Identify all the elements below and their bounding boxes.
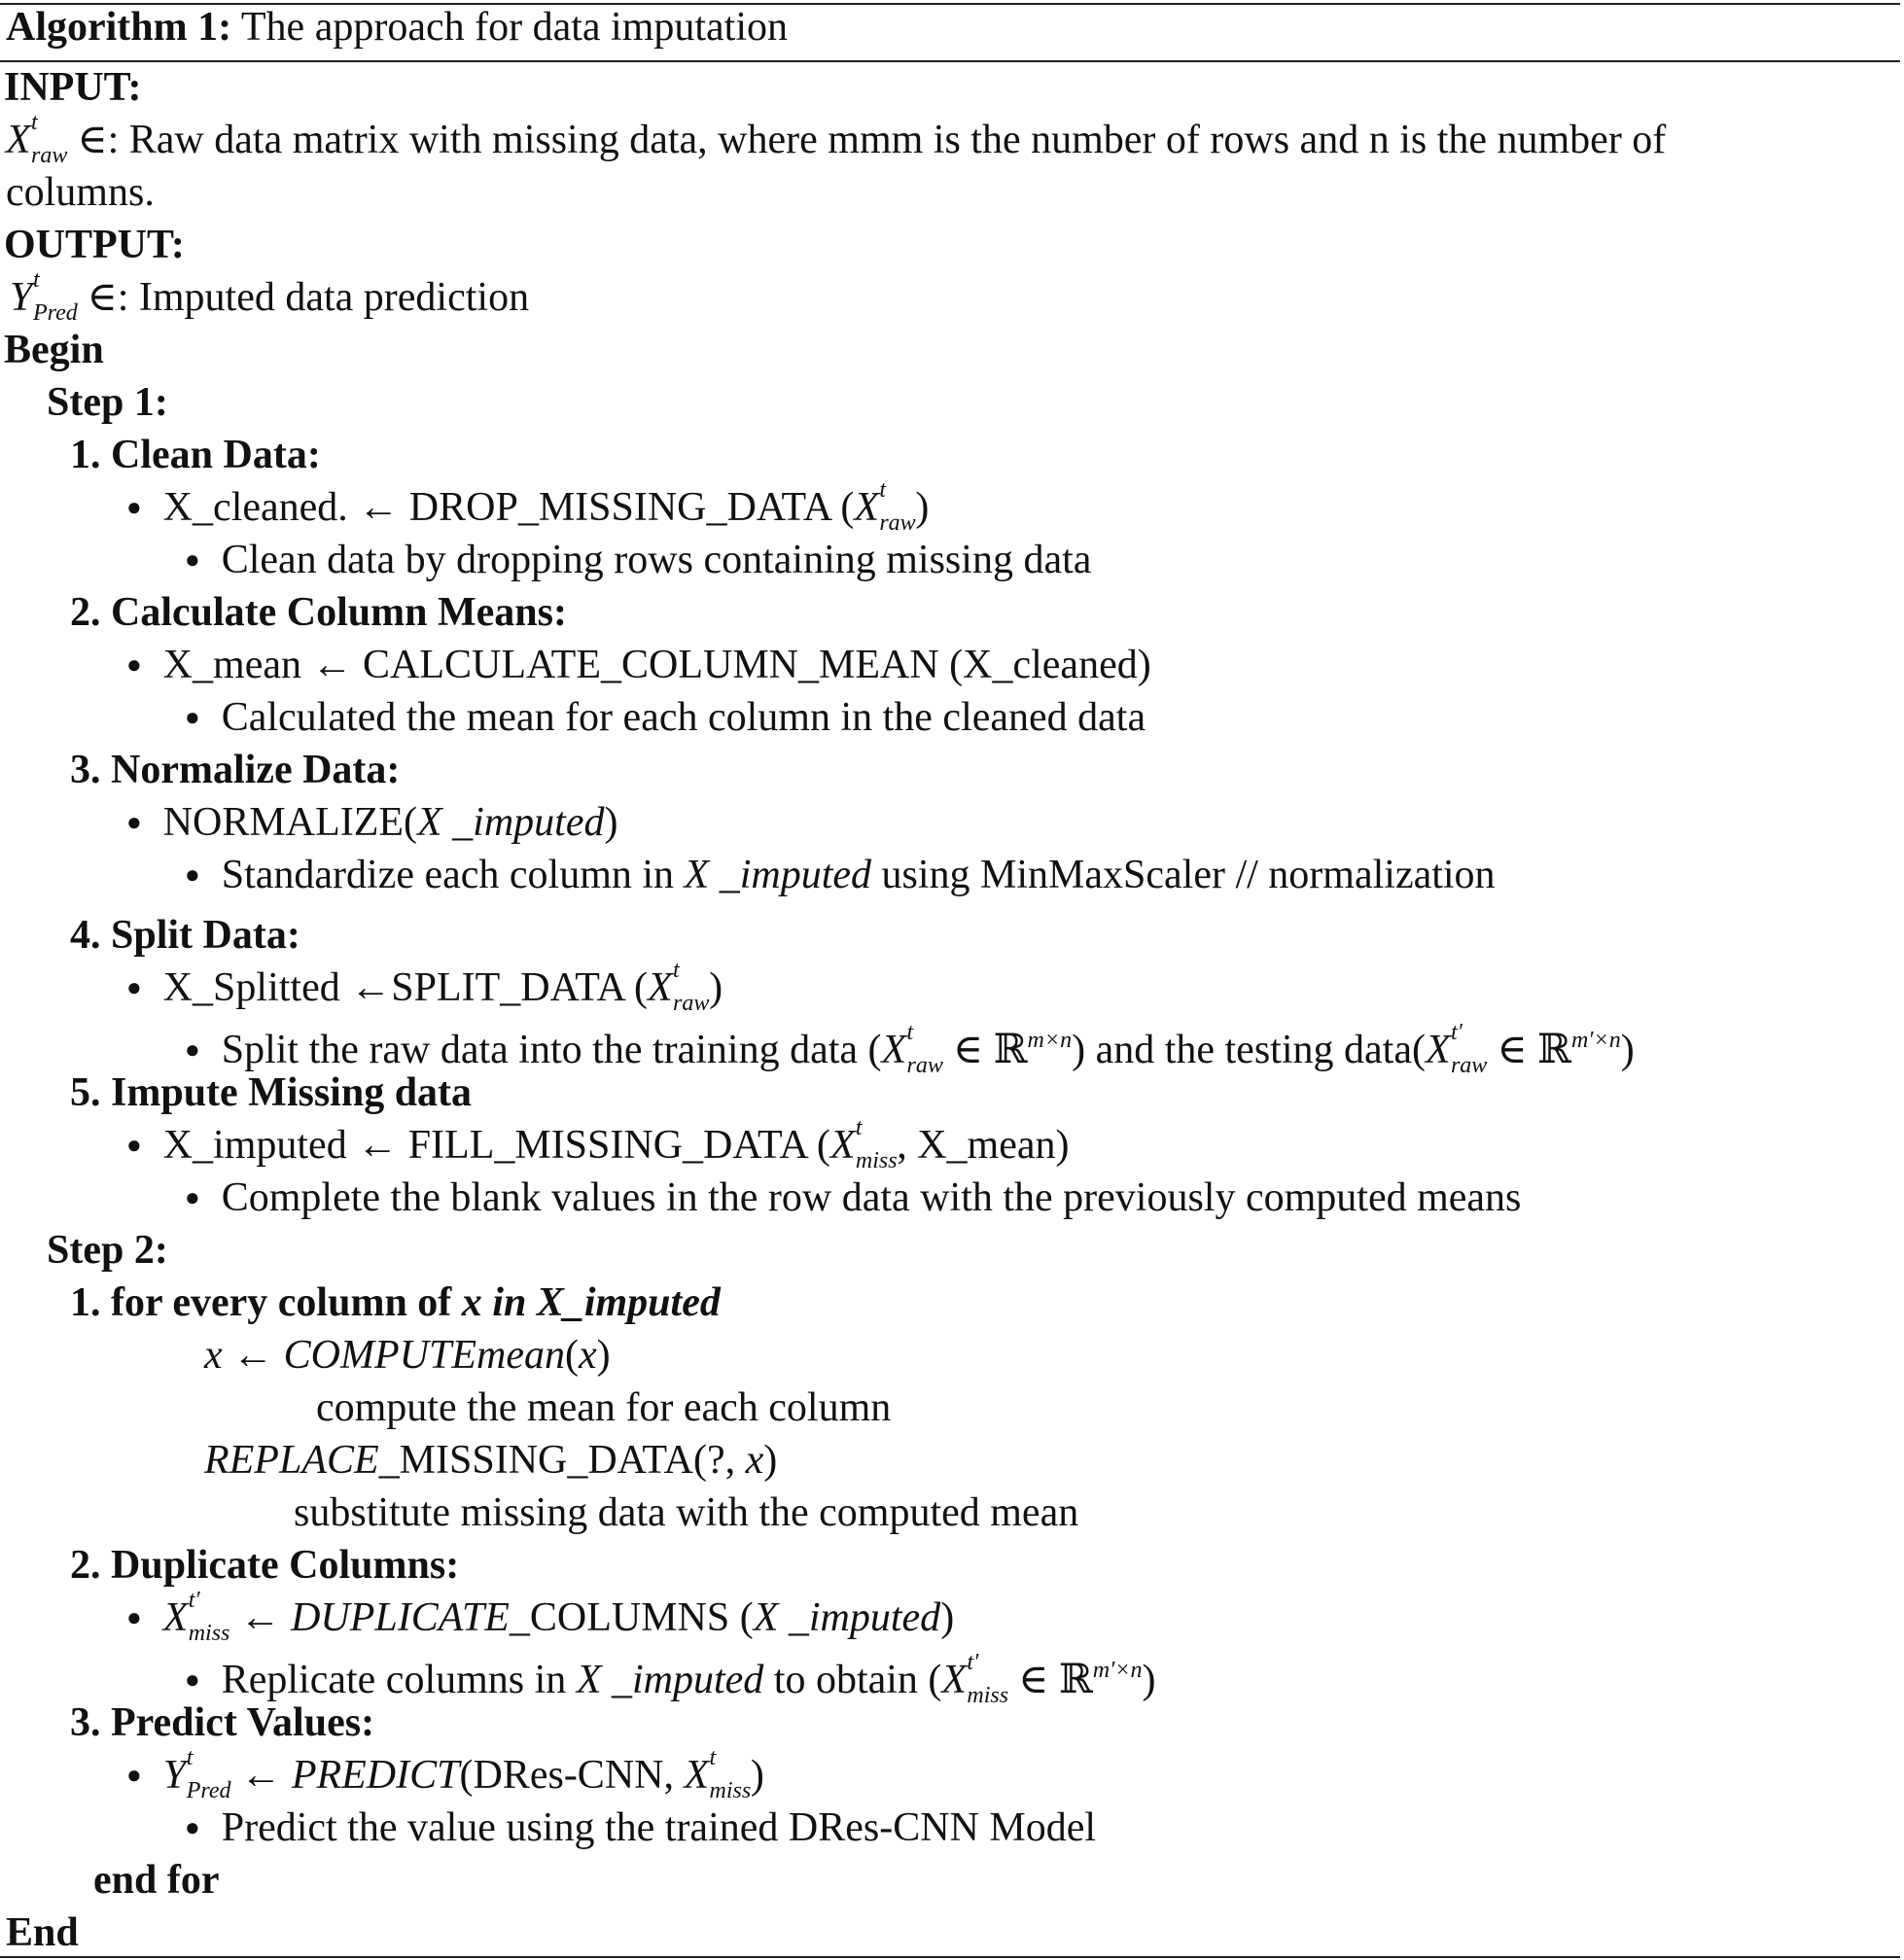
- bullet-icon: ●: [126, 808, 142, 836]
- bullet-icon: ●: [126, 1131, 142, 1159]
- algorithm-label: Algorithm 1:: [6, 5, 232, 50]
- step1-clean-op: ● X_cleaned. ← DROP_MISSING_DATA (X t raw ): [126, 477, 930, 536]
- test-symbol: X t′ raw: [1425, 1020, 1488, 1078]
- step1-means-title: 2. Calculate Column Means:: [70, 590, 567, 635]
- step2-compute-note: compute the mean for each column: [316, 1385, 892, 1430]
- bullet-icon: ●: [185, 1183, 200, 1211]
- step1-split-note: ● Split the raw data into the training data (X t raw ∈ ℝ$^{m\times n}$) and the testing data(X t′ raw ∈ ℝ$^{m'\times n}$): [185, 1020, 1635, 1078]
- output-line: Y t Pred ∈: Imputed data prediction: [10, 267, 530, 326]
- algorithm-title: The approach for data imputation: [240, 5, 789, 50]
- input-line-2: columns.: [6, 170, 155, 215]
- step1-impute-note: ● Complete the blank values in the row data with the previously computed means: [185, 1175, 1522, 1220]
- step1-means-op: ● X_mean ← CALCULATE_COLUMN_MEAN (X_cleaned): [126, 643, 1151, 687]
- bullet-icon: ●: [185, 860, 200, 889]
- step1-normalize-title: 3. Normalize Data:: [70, 748, 401, 792]
- input-symbol: X t raw: [6, 110, 68, 168]
- step2-replace-note: substitute missing data with the computed mean: [294, 1490, 1079, 1535]
- train-symbol: X t raw: [881, 1020, 943, 1078]
- pred-symbol: Y t Pred: [162, 1745, 231, 1803]
- miss-symbol: X t miss: [684, 1745, 752, 1803]
- begin-keyword: Begin: [4, 328, 104, 372]
- step1-means-note: ● Calculated the mean for each column in the cleaned data: [185, 695, 1146, 740]
- step2-duplicate-title: 2. Duplicate Columns:: [70, 1543, 460, 1588]
- bullet-icon: ●: [185, 545, 200, 574]
- step2-compute-line: x ← COMPUTEmean(x): [204, 1333, 611, 1378]
- bullet-icon: ●: [126, 493, 142, 521]
- step2-predict-note: ● Predict the value using the trained DRes-CNN Model: [185, 1805, 1097, 1850]
- miss-symbol: X t′ miss: [162, 1588, 230, 1646]
- bullet-icon: ●: [185, 1035, 200, 1064]
- end-keyword: End: [6, 1910, 79, 1955]
- step2-predict-title: 3. Predict Values:: [70, 1700, 375, 1745]
- step1-split-op: ● X_Splitted ←SPLIT_DATA (X t raw ): [126, 958, 723, 1016]
- caption-rule: [0, 60, 1900, 62]
- step2-replace-line: REPLACE_MISSING_DATA(?, x): [204, 1438, 778, 1483]
- step1-impute-op: ● X_imputed ← FILL_MISSING_DATA (X t miss , X_mean): [126, 1115, 1070, 1173]
- bullet-icon: ●: [185, 1665, 200, 1694]
- step1-impute-title: 5. Impute Missing data: [70, 1070, 473, 1115]
- bullet-icon: ●: [185, 1813, 200, 1841]
- output-symbol: Y t Pred: [10, 267, 78, 326]
- step2-loop-title: 1. for every column of x in X_imputed: [70, 1280, 721, 1325]
- bottom-rule: [0, 1956, 1900, 1958]
- arg-symbol: X t raw: [648, 958, 710, 1016]
- step2-predict-op: ● Y t Pred ← PREDICT(DRes-CNN, X t miss ): [126, 1745, 764, 1803]
- step1-clean-note: ● Clean data by dropping rows containing missing data: [185, 538, 1092, 582]
- input-line-1: X t raw ∈: Raw data matrix with missing data, where mmm is the number of rows and n is the number of: [6, 110, 1667, 168]
- bullet-icon: ●: [126, 973, 142, 1001]
- end-for-keyword: end for: [93, 1858, 220, 1903]
- bullet-icon: ●: [126, 1761, 142, 1789]
- step1-label: Step 1:: [47, 380, 168, 425]
- step2-label: Step 2:: [47, 1228, 168, 1273]
- step1-split-title: 4. Split Data:: [70, 913, 300, 958]
- arg-symbol: X t raw: [854, 477, 916, 536]
- bullet-icon: ●: [185, 703, 200, 731]
- bullet-icon: ●: [126, 650, 142, 679]
- output-description: Imputed data prediction: [138, 275, 530, 320]
- input-heading: INPUT:: [4, 65, 142, 110]
- output-heading: OUTPUT:: [4, 223, 185, 267]
- bullet-icon: ●: [126, 1603, 142, 1631]
- input-description: Raw data matrix with missing data, where mmm is the number of rows and n is the number of: [128, 118, 1667, 162]
- step1-normalize-op: ● NORMALIZE(X _imputed): [126, 800, 618, 845]
- step2-duplicate-note: ● Replicate columns in X _imputed to obtain (X t′ miss ∈ ℝ$^{m'\times n}$): [185, 1650, 1156, 1708]
- arg-symbol: X t miss: [829, 1115, 898, 1173]
- algorithm-caption: [6, 4, 788, 51]
- step2-duplicate-op: ● X t′ miss ← DUPLICATE_COLUMNS (X _imputed): [126, 1588, 955, 1646]
- step1-clean-title: 1. Clean Data:: [70, 433, 321, 477]
- miss-symbol: X t′ miss: [941, 1650, 1009, 1708]
- step1-normalize-note: ● Standardize each column in X _imputed using MinMaxScaler // normalization: [185, 853, 1496, 897]
